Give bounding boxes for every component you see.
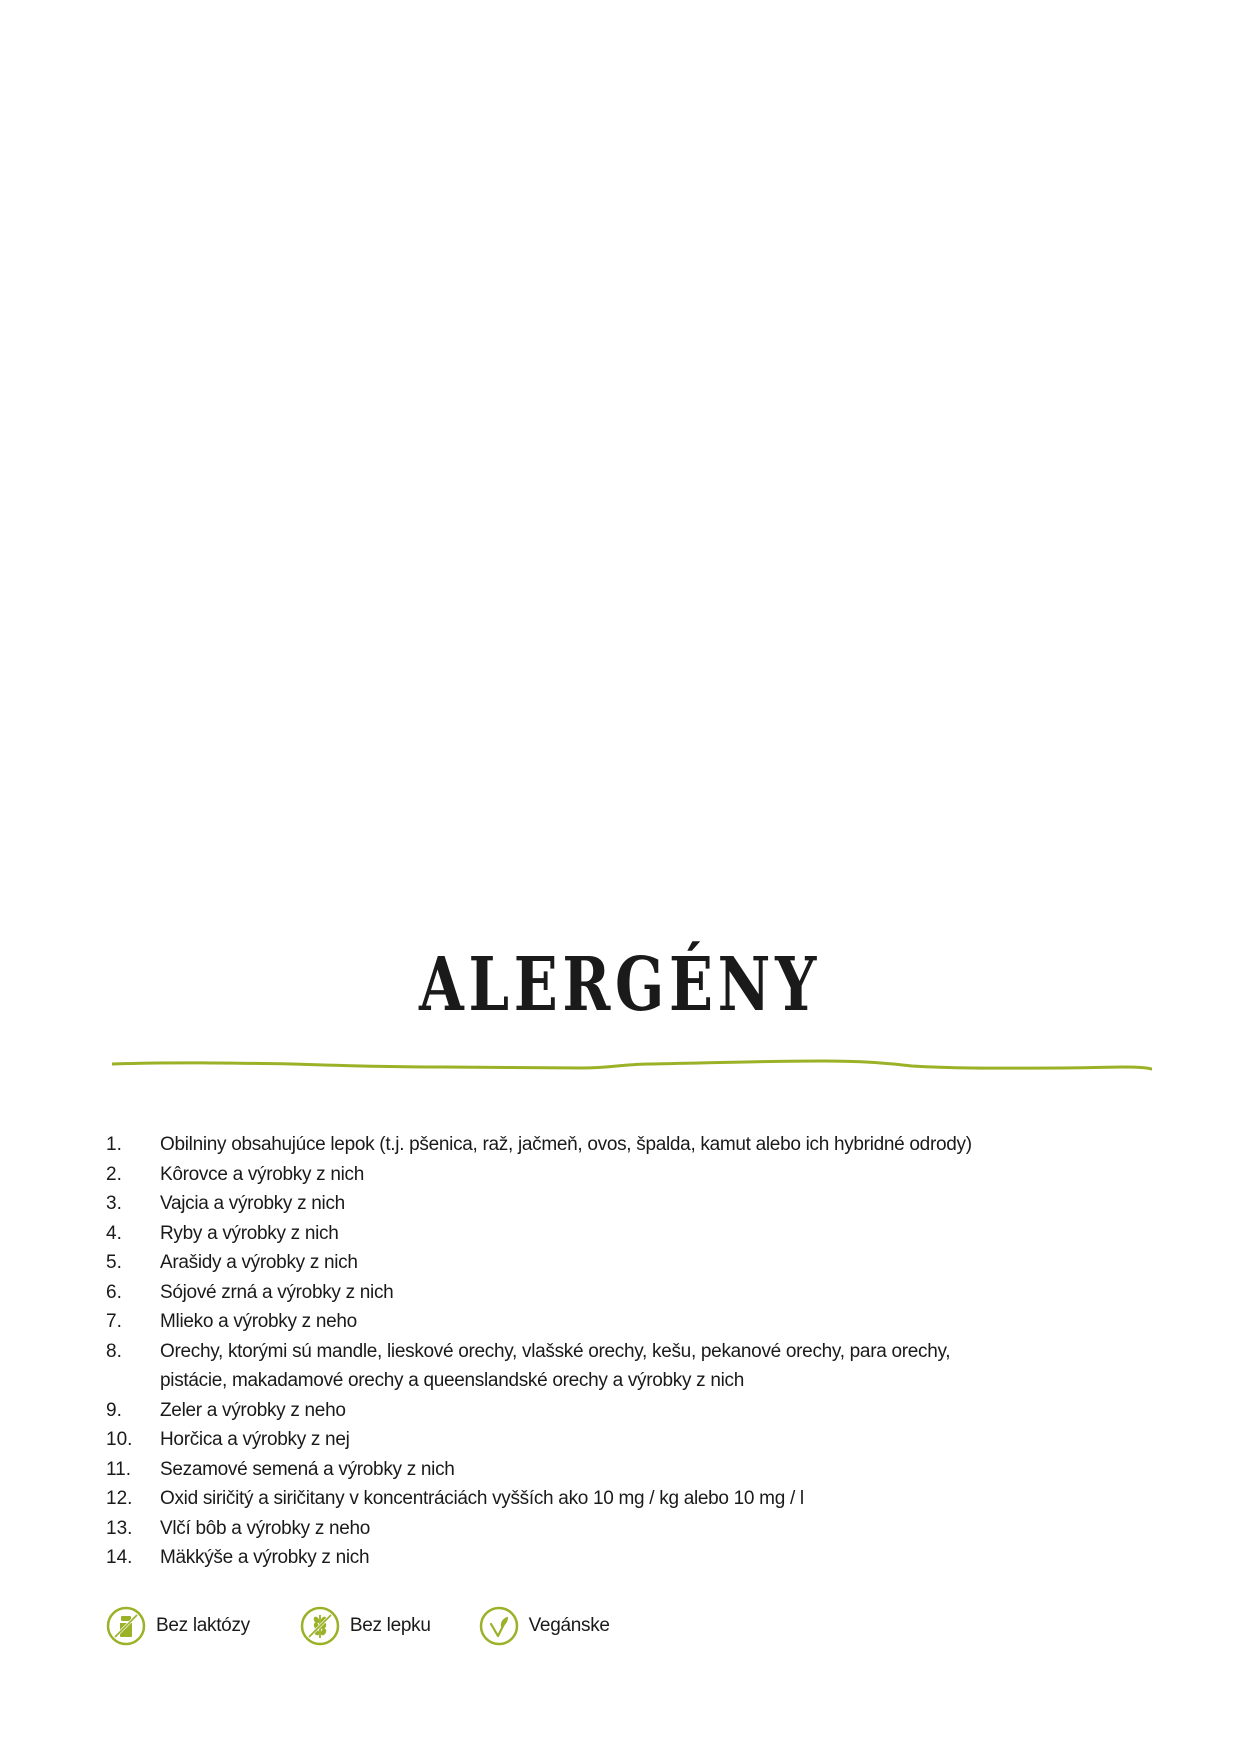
allergen-text-line: Sójové zrná a výrobky z nich xyxy=(160,1281,394,1303)
allergen-text-line: Oxid siričitý a siričitany v koncentráciách vyšších ako 10 mg / kg alebo 10 mg / l xyxy=(160,1488,804,1509)
allergen-text-line: Vlčí bôb a výrobky z neho xyxy=(160,1517,371,1539)
allergen-item xyxy=(106,1130,1106,1160)
allergen-number: 8. xyxy=(106,1340,122,1362)
allergen-item xyxy=(106,1307,1106,1337)
allergen-item xyxy=(106,1514,1106,1544)
allergen-number: 12. xyxy=(106,1488,133,1509)
allergen-item xyxy=(106,1278,1106,1308)
diet-legend xyxy=(106,1606,610,1646)
allergen-number: 10. xyxy=(106,1429,133,1450)
allergen-number: 14. xyxy=(106,1547,133,1568)
legend-label: Bez lepku xyxy=(349,1615,431,1636)
decorative-divider xyxy=(112,1054,1152,1074)
allergen-text-line: Vajcia a výrobky z nich xyxy=(160,1193,345,1214)
allergen-text-line: Ryby a výrobky z nich xyxy=(160,1222,339,1244)
allergen-item xyxy=(106,1425,1106,1455)
allergen-item xyxy=(106,1455,1106,1485)
allergen-number: 7. xyxy=(106,1311,122,1332)
allergen-item xyxy=(106,1189,1106,1219)
allergen-text-line: pistácie, makadamové orechy a queenslandské orechy a výrobky z nich xyxy=(160,1370,744,1391)
allergen-text-line: Sezamové semená a výrobky z nich xyxy=(160,1458,455,1480)
allergen-text-line: Obilniny obsahujúce lepok (t.j. pšenica, raž, jačmeň, ovos, špalda, kamut alebo ich hybridné odrody) xyxy=(160,1134,972,1155)
allergen-text-line: Mlieko a výrobky z neho xyxy=(160,1311,357,1332)
legend-item-lactose-free xyxy=(106,1606,250,1646)
allergen-number: 11. xyxy=(106,1458,132,1480)
allergen-text xyxy=(160,1455,1106,1485)
allergen-item xyxy=(106,1396,1106,1426)
allergen-text xyxy=(160,1278,1106,1308)
allergen-text-line: Orechy, ktorými sú mandle, lieskové orechy, vlašské orechy, kešu, pekanové orechy, para orechy, xyxy=(160,1340,951,1362)
allergen-text-line: Arašidy a výrobky z nich xyxy=(160,1252,358,1273)
allergen-text xyxy=(160,1307,1106,1337)
allergen-list xyxy=(106,1130,1106,1573)
allergen-text xyxy=(160,1396,1106,1426)
legend-label: Vegánske xyxy=(528,1615,610,1636)
allergen-item xyxy=(106,1543,1106,1573)
allergen-text xyxy=(160,1337,1106,1396)
allergen-item xyxy=(106,1219,1106,1249)
legend-item-vegan xyxy=(479,1606,610,1646)
allergen-text-line: Zeler a výrobky z neho xyxy=(160,1399,346,1421)
allergen-text xyxy=(160,1160,1106,1190)
allergen-text xyxy=(160,1543,1106,1573)
allergen-item xyxy=(106,1337,1106,1396)
gluten-free-icon xyxy=(300,1606,340,1646)
allergen-text xyxy=(160,1425,1106,1455)
allergen-text xyxy=(160,1130,1106,1160)
legend-label: Bez laktózy xyxy=(156,1615,250,1636)
page-title: ALERGÉNY xyxy=(418,942,822,1028)
allergen-number: 5. xyxy=(106,1252,122,1273)
lactose-free-icon xyxy=(106,1606,146,1646)
allergen-text xyxy=(160,1248,1106,1278)
allergen-text-line: Mäkkýše a výrobky z nich xyxy=(160,1547,370,1568)
allergen-number: 2. xyxy=(106,1163,122,1185)
vegan-icon xyxy=(479,1606,519,1646)
allergen-text-line: Kôrovce a výrobky z nich xyxy=(160,1163,364,1185)
allergen-text xyxy=(160,1514,1106,1544)
allergen-text xyxy=(160,1484,1106,1514)
allergen-item xyxy=(106,1160,1106,1190)
legend-item-gluten-free xyxy=(300,1606,431,1646)
allergen-number: 4. xyxy=(106,1222,122,1244)
allergen-number: 6. xyxy=(106,1281,122,1303)
allergen-item xyxy=(106,1248,1106,1278)
allergen-text-line: Horčica a výrobky z nej xyxy=(160,1429,350,1450)
allergen-item xyxy=(106,1484,1106,1514)
allergen-number: 1. xyxy=(106,1134,122,1155)
allergen-text xyxy=(160,1189,1106,1219)
allergen-text xyxy=(160,1219,1106,1249)
allergen-number: 13. xyxy=(106,1517,133,1539)
allergen-number: 9. xyxy=(106,1399,122,1421)
allergen-number: 3. xyxy=(106,1193,122,1214)
